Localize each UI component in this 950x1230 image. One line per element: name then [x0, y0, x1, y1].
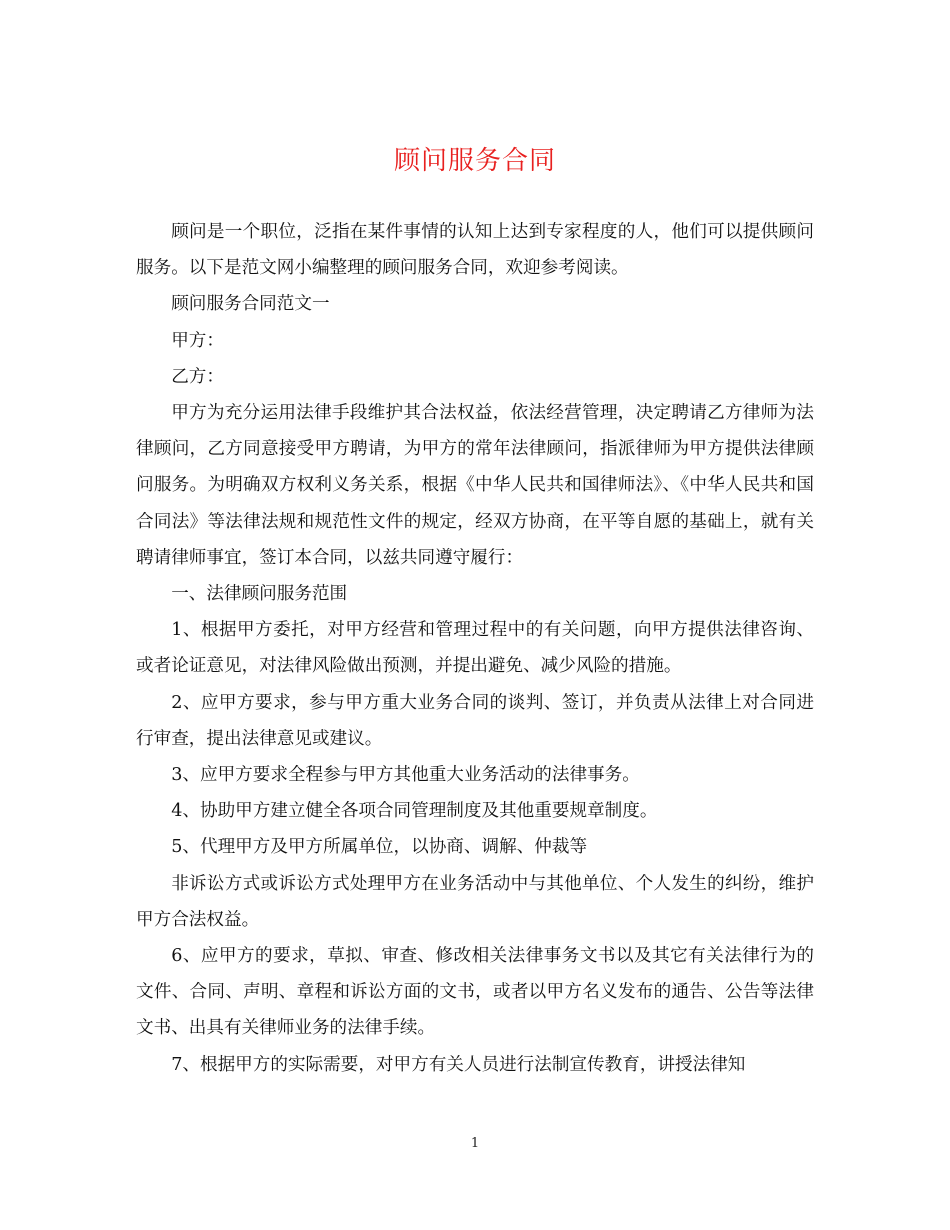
paragraph-preamble: 甲方为充分运用法律手段维护其合法权益，依法经营管理，决定聘请乙方律师为法律顾问，乙方同意接受甲方聘请，为甲方的常年法律顾问，指派律师为甲方提供法律顾问服务。为明确双方权利义务关系，根据《中华人民共和国律师法》、《中华人民共和国合同法》等法律法规和规范性文件的规定，经双方协商，在平等自愿的基础上，就有关聘请律师事宜，签订本合同，以兹共同遵守履行： — [136, 403, 814, 568]
document-body — [136, 214, 814, 1083]
clause-5: 5、代理甲方及甲方所属单位，以协商、调解、仲裁等 — [171, 837, 588, 858]
paragraph-intro: 顾问是一个职位，泛指在某件事情的认知上达到专家程度的人，他们可以提供顾问服务。以下是范文网小编整理的顾问服务合同，欢迎参考阅读。 — [136, 222, 814, 279]
clause-6: 6、应甲方的要求，草拟、审查、修改相关法律事务文书以及其它有关法律行为的文件、合同、声明、章程和诉讼方面的文书，或者以甲方名义发布的通告、公告等法律文书、出具有关律师业务的法律手续。 — [136, 946, 814, 1039]
paragraph-party-b: 乙方： — [171, 366, 224, 387]
paragraph-party-a: 甲方： — [171, 330, 224, 351]
clause-1: 1、根据甲方委托，对甲方经营和管理过程中的有关问题，向甲方提供法律咨询、或者论证意见，对法律风险做出预测，并提出避免、减少风险的措施。 — [136, 620, 814, 677]
clause-2: 2、应甲方要求，参与甲方重大业务合同的谈判、签订，并负责从法律上对合同进行审查，提出法律意见或建议。 — [136, 692, 814, 749]
clause-4: 4、协助甲方建立健全各项合同管理制度及其他重要规章制度。 — [171, 801, 658, 822]
section-heading-scope: 一、法律顾问服务范围 — [171, 584, 348, 605]
page-number: 1 — [470, 1136, 480, 1151]
clause-5-continued: 非诉讼方式或诉讼方式处理甲方在业务活动中与其他单位、个人发生的纠纷，维护甲方合法权益。 — [136, 873, 814, 930]
paragraph-sample-heading: 顾问服务合同范文一 — [171, 294, 330, 315]
document-title: 顾问服务合同 — [393, 146, 556, 176]
clause-7: 7、根据甲方的实际需要，对甲方有关人员进行法制宣传教育，讲授法律知 — [171, 1054, 746, 1075]
clause-3: 3、应甲方要求全程参与甲方其他重大业务活动的法律事务。 — [171, 765, 640, 786]
